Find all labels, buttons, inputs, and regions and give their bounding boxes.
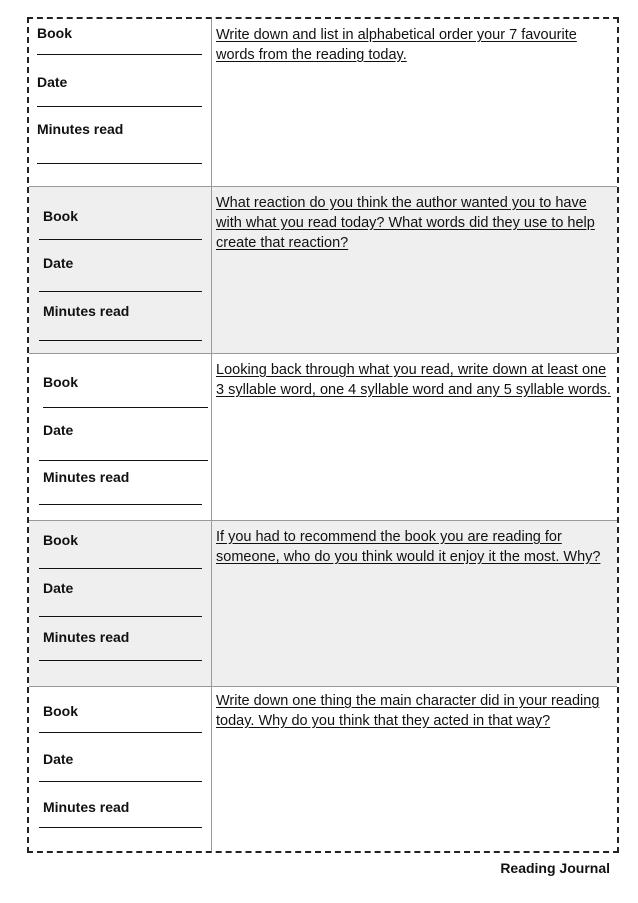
date-write-line[interactable] [39, 781, 202, 782]
date-write-line[interactable] [39, 460, 208, 461]
book-write-line[interactable] [39, 732, 202, 733]
entry-divider [211, 354, 212, 520]
date-write-line[interactable] [37, 106, 202, 107]
entry-prompt: What reaction do you think the author wanted you to have with what you read today? What words did they use to help create that reaction? [216, 195, 595, 251]
minutes-read-write-line[interactable] [39, 827, 202, 828]
book-label: Book [43, 208, 78, 224]
date-label: Date [37, 74, 68, 90]
book-label: Book [43, 374, 78, 390]
date-write-line[interactable] [39, 616, 202, 617]
minutes-read-label: Minutes read [37, 121, 124, 137]
entry-prompt: Looking back through what you read, write down at least one 3 syllable word, one 4 syllable word and any 5 syllable words. [216, 362, 611, 398]
minutes-read-label: Minutes read [43, 629, 130, 645]
reading-journal-footer: Reading Journal [500, 860, 610, 876]
entry-divider [211, 187, 212, 353]
book-label: Book [43, 532, 78, 548]
book-write-line[interactable] [39, 568, 202, 569]
entry-prompt: If you had to recommend the book you are reading for someone, who do you think would it enjoy it the most. Why? [216, 529, 601, 565]
entry-divider [211, 19, 212, 186]
minutes-read-write-line[interactable] [39, 340, 202, 341]
entry-divider [211, 521, 212, 686]
book-label: Book [43, 703, 78, 719]
journal-entry-1 [29, 19, 617, 187]
date-write-line[interactable] [39, 291, 202, 292]
date-label: Date [43, 255, 74, 271]
journal-entry-3 [29, 354, 617, 521]
entry-prompt: Write down and list in alphabetical order your 7 favourite words from the reading today. [216, 27, 577, 63]
book-label: Book [37, 25, 72, 41]
date-label: Date [43, 751, 74, 767]
minutes-read-label: Minutes read [43, 303, 130, 319]
journal-entry-5 [29, 687, 617, 851]
journal-entry-2 [29, 187, 617, 354]
minutes-read-label: Minutes read [43, 469, 130, 485]
book-write-line[interactable] [39, 239, 202, 240]
journal-entry-4 [29, 521, 617, 687]
book-write-line[interactable] [37, 54, 202, 55]
minutes-read-write-line[interactable] [37, 163, 202, 164]
book-write-line[interactable] [43, 407, 208, 408]
minutes-read-write-line[interactable] [39, 504, 202, 505]
minutes-read-label: Minutes read [43, 799, 130, 815]
entry-prompt: Write down one thing the main character did in your reading today. Why do you think that they acted in that way? [216, 693, 600, 729]
date-label: Date [43, 422, 74, 438]
minutes-read-write-line[interactable] [39, 660, 202, 661]
date-label: Date [43, 580, 74, 596]
reading-journal-page [27, 17, 619, 853]
entry-divider [211, 687, 212, 851]
